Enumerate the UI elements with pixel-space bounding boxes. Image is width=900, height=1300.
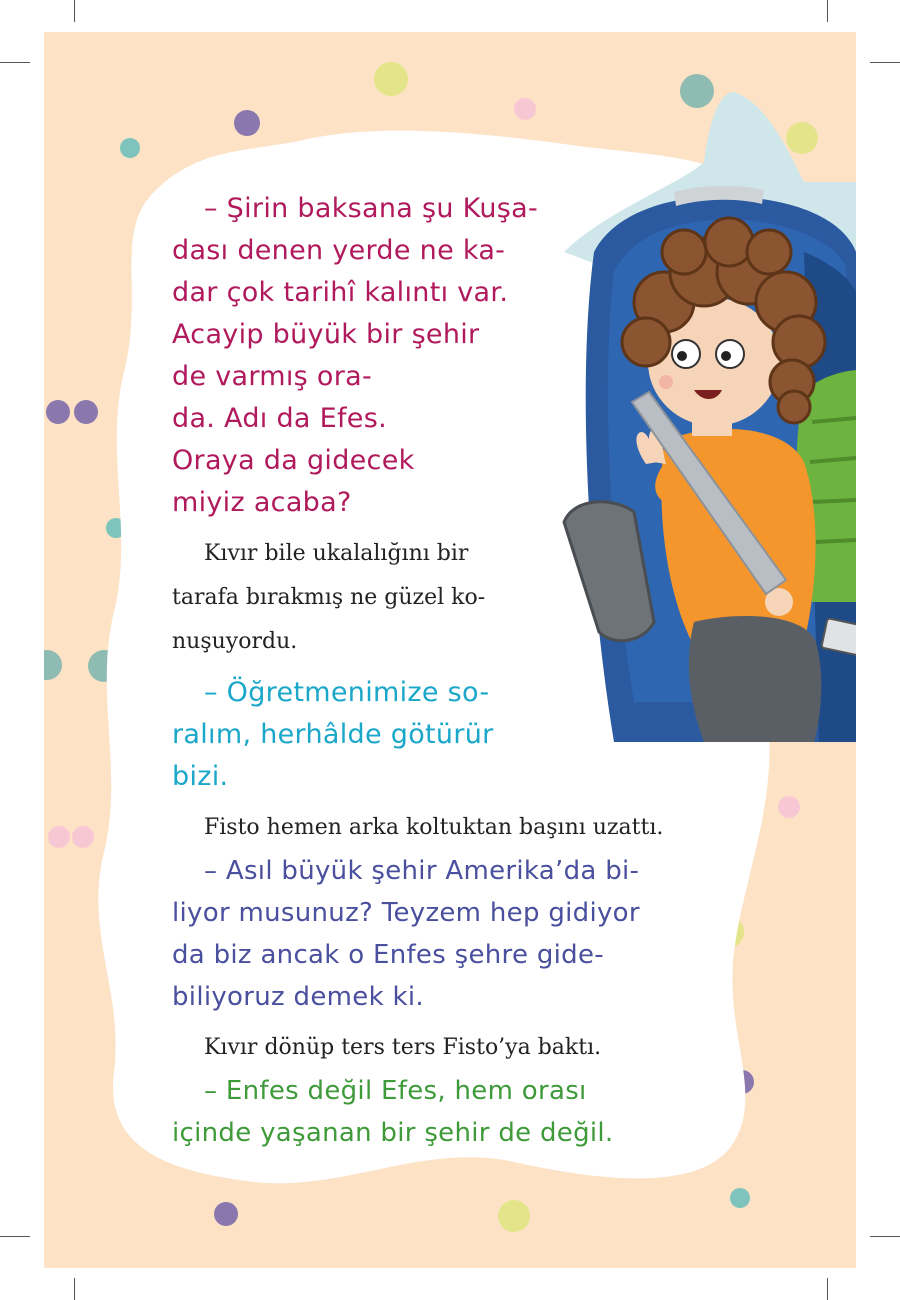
narration-line: nuşuyordu. (172, 629, 298, 654)
speech-line: da biz ancak o Enfes şehre gide- (172, 940, 604, 970)
crop-mark (74, 0, 75, 22)
speech-line: – Enfes değil Efes, hem orası (204, 1076, 587, 1106)
book-page (44, 32, 856, 1268)
crop-mark (870, 1236, 900, 1237)
narration-line: tarafa bırakmış ne güzel ko- (172, 585, 486, 610)
narration-line: Kıvır dönüp ters ters Fisto’ya baktı. (204, 1035, 602, 1060)
speech-line: liyor musunuz? Teyzem hep gidiyor (172, 898, 640, 928)
speech-line: dar çok tarihî kalıntı var. (172, 277, 509, 308)
speech-line: miyiz acaba? (172, 487, 352, 518)
crop-mark (827, 0, 828, 22)
speech-line: içinde yaşanan bir şehir de değil. (172, 1118, 614, 1148)
narration-line: Fisto hemen arka koltuktan başını uzattı. (204, 815, 664, 840)
speech-line: dası denen yerde ne ka- (172, 235, 506, 266)
crop-mark (0, 62, 30, 63)
speech-line: de varmış ora- (172, 361, 373, 392)
crop-mark (74, 1278, 75, 1300)
crop-mark (827, 1278, 828, 1300)
narration-line: Kıvır bile ukalalığını bir (204, 541, 469, 566)
speech-line: biliyoruz demek ki. (172, 982, 424, 1012)
speech-line: ralım, herhâlde götürür (172, 719, 494, 750)
speech-line: – Şirin baksana şu Kuşa- (204, 193, 538, 224)
speech-line: Acayip büyük bir şehir (172, 319, 480, 350)
speech-line: – Asıl büyük şehir Amerika’da bi- (204, 856, 640, 886)
speech-line: bizi. (172, 761, 229, 792)
crop-mark (870, 62, 900, 63)
story-text (172, 188, 712, 1154)
crop-mark (0, 1236, 30, 1237)
speech-line: da. Adı da Efes. (172, 403, 387, 434)
speech-line: – Öğretmenimize so- (204, 677, 490, 708)
speech-line: Oraya da gidecek (172, 445, 415, 476)
